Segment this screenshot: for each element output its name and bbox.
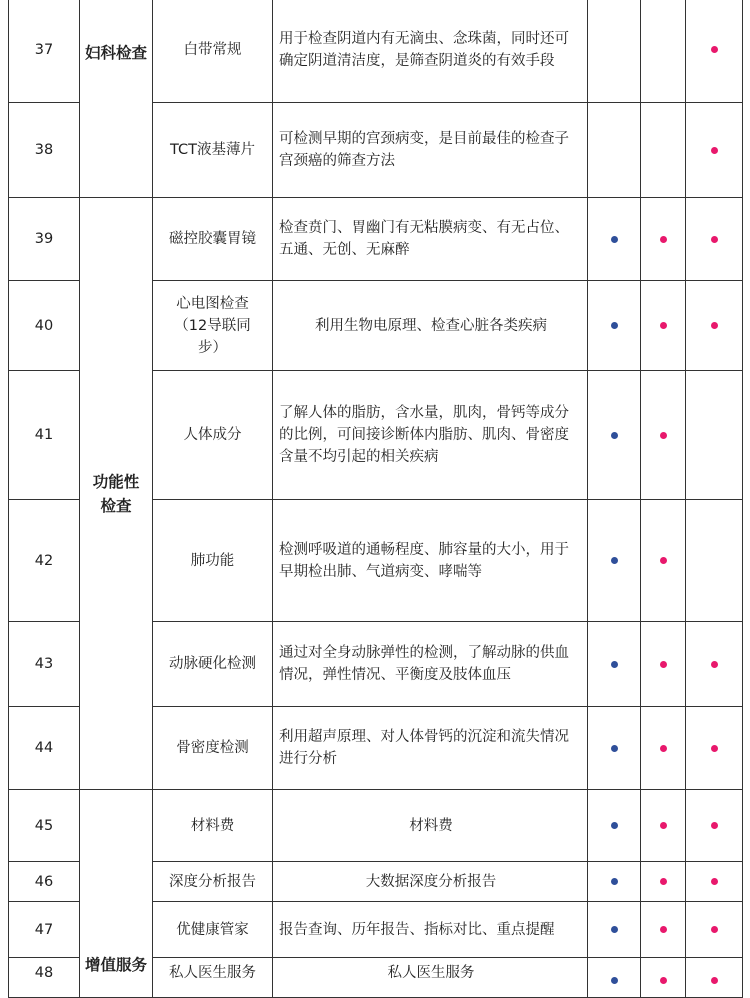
item-description: 私人医生服务 [273, 958, 588, 998]
pink-dot-icon [711, 147, 718, 154]
blue-dot-icon [611, 322, 618, 329]
package-2-cell [641, 622, 686, 707]
pink-dot-icon [711, 878, 718, 885]
item-name: 私人医生服务 [153, 958, 273, 998]
pink-dot-icon [711, 661, 718, 668]
package-1-cell [588, 500, 641, 622]
blue-dot-icon [611, 432, 618, 439]
item-description: 可检测早期的宫颈病变，是目前最佳的检查子宫颈癌的筛查方法 [273, 103, 588, 198]
row-number: 41 [9, 371, 80, 500]
blue-dot-icon [611, 822, 618, 829]
package-2-cell [641, 707, 686, 790]
package-1-cell [588, 371, 641, 500]
blue-dot-icon [611, 745, 618, 752]
package-1-cell [588, 790, 641, 862]
package-3-cell [686, 281, 743, 371]
item-name: 人体成分 [153, 371, 273, 500]
item-description: 了解人体的脂肪，含水量，肌肉，骨钙等成分的比例，可间接诊断体内脂肪、肌肉、骨密度含量不均引起的相关疾病 [273, 371, 588, 500]
item-name: TCT液基薄片 [153, 103, 273, 198]
package-2-cell [641, 862, 686, 902]
package-3-cell [686, 0, 743, 103]
item-description: 利用超声原理、对人体骨钙的沉淀和流失情况进行分析 [273, 707, 588, 790]
item-name: 白带常规 [153, 0, 273, 103]
package-3-cell [686, 622, 743, 707]
pink-dot-icon [711, 322, 718, 329]
row-number: 48 [9, 958, 80, 998]
row-number: 46 [9, 862, 80, 902]
package-1-cell [588, 198, 641, 281]
item-description: 材料费 [273, 790, 588, 862]
table-row [9, 790, 743, 862]
blue-dot-icon [611, 661, 618, 668]
item-description: 检查贲门、胃幽门有无粘膜病变、有无占位、五通、无创、无麻醉 [273, 198, 588, 281]
pink-dot-icon [711, 46, 718, 53]
package-3-cell [686, 862, 743, 902]
pink-dot-icon [711, 926, 718, 933]
blue-dot-icon [611, 557, 618, 564]
item-description: 通过对全身动脉弹性的检测，了解动脉的供血情况，弹性情况、平衡度及肢体血压 [273, 622, 588, 707]
row-number: 40 [9, 281, 80, 371]
blue-dot-icon [611, 236, 618, 243]
package-3-cell [686, 371, 743, 500]
package-2-cell [641, 902, 686, 958]
row-number: 43 [9, 622, 80, 707]
package-2-cell [641, 0, 686, 103]
pink-dot-icon [660, 236, 667, 243]
package-1-cell [588, 281, 641, 371]
package-3-cell [686, 198, 743, 281]
item-name: 优健康管家 [153, 902, 273, 958]
pink-dot-icon [660, 322, 667, 329]
blue-dot-icon [611, 878, 618, 885]
package-1-cell [588, 103, 641, 198]
pink-dot-icon [660, 878, 667, 885]
pink-dot-icon [660, 557, 667, 564]
package-2-cell [641, 790, 686, 862]
item-name: 心电图检查（12导联同步） [153, 281, 273, 371]
row-number: 37 [9, 0, 80, 103]
pink-dot-icon [711, 822, 718, 829]
item-name: 磁控胶囊胃镜 [153, 198, 273, 281]
item-description: 报告查询、历年报告、指标对比、重点提醒 [273, 902, 588, 958]
table-row [9, 198, 743, 281]
item-description: 大数据深度分析报告 [273, 862, 588, 902]
package-1-cell [588, 862, 641, 902]
package-1-cell [588, 902, 641, 958]
package-3-cell [686, 707, 743, 790]
row-number: 47 [9, 902, 80, 958]
table-row [9, 0, 743, 103]
item-description: 用于检查阴道内有无滴虫、念珠菌，同时还可确定阴道清洁度，是筛查阴道炎的有效手段 [273, 0, 588, 103]
pink-dot-icon [711, 236, 718, 243]
row-number: 44 [9, 707, 80, 790]
package-1-cell [588, 0, 641, 103]
row-number: 45 [9, 790, 80, 862]
pink-dot-icon [660, 661, 667, 668]
row-number: 42 [9, 500, 80, 622]
package-1-cell [588, 622, 641, 707]
package-2-cell [641, 500, 686, 622]
package-2-cell [641, 103, 686, 198]
package-3-cell [686, 103, 743, 198]
package-2-cell [641, 198, 686, 281]
pink-dot-icon [660, 432, 667, 439]
row-number: 39 [9, 198, 80, 281]
package-3-cell [686, 902, 743, 958]
category-gynecology: 妇科检查 [80, 0, 153, 198]
pink-dot-icon [660, 822, 667, 829]
item-name: 动脉硬化检测 [153, 622, 273, 707]
item-description: 利用生物电原理、检查心脏各类疾病 [273, 281, 588, 371]
pink-dot-icon [660, 926, 667, 933]
item-name: 肺功能 [153, 500, 273, 622]
blue-dot-icon [611, 926, 618, 933]
category-functional: 功能性检查 [80, 198, 153, 790]
item-name: 骨密度检测 [153, 707, 273, 790]
item-name: 深度分析报告 [153, 862, 273, 902]
pink-dot-icon [711, 745, 718, 752]
exam-items-table [8, 0, 743, 998]
package-3-cell [686, 500, 743, 622]
package-1-cell [588, 707, 641, 790]
category-value-added: 增值服务 [80, 790, 153, 998]
item-name: 材料费 [153, 790, 273, 862]
row-number: 38 [9, 103, 80, 198]
package-2-cell [641, 281, 686, 371]
package-2-cell [641, 371, 686, 500]
package-3-cell [686, 790, 743, 862]
item-description: 检测呼吸道的通畅程度、肺容量的大小，用于早期检出肺、气道病变、哮喘等 [273, 500, 588, 622]
pink-dot-icon [660, 745, 667, 752]
